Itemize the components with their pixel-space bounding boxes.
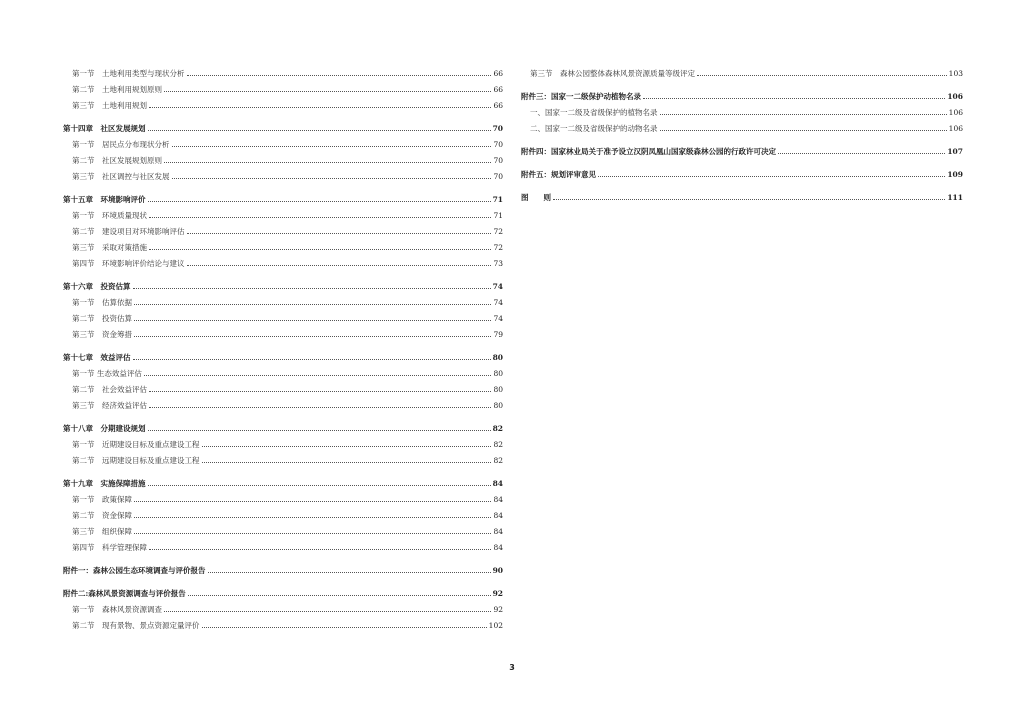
toc-section-entry[interactable]: [63, 204, 503, 220]
dot-leader: [149, 548, 491, 550]
toc-entry-page: 84: [493, 511, 503, 520]
toc-chapter-entry[interactable]: [63, 416, 503, 433]
toc-chapter-entry[interactable]: [521, 84, 963, 101]
toc-entry-label: 第二节 资金保障: [72, 511, 132, 520]
toc-section-entry[interactable]: [63, 94, 503, 110]
dot-leader: [598, 175, 945, 177]
toc-section-entry[interactable]: [63, 78, 503, 94]
dot-leader: [149, 406, 491, 408]
dot-leader: [202, 461, 492, 463]
toc-entry-page: 107: [947, 147, 963, 156]
toc-entry-label: 第三节 采取对策措施: [72, 243, 147, 252]
toc-entry-label: 第一节 生态效益评估: [72, 369, 142, 378]
toc-section-entry[interactable]: [63, 236, 503, 252]
dot-leader: [202, 445, 492, 447]
toc-chapter-entry[interactable]: [63, 187, 503, 204]
toc-entry-page: 74: [492, 282, 503, 291]
toc-entry-page: 92: [493, 605, 503, 614]
toc-entry-label: 第二节 土地利用规划原则: [72, 85, 162, 94]
toc-entry-label: 第四节 科学管理保障: [72, 543, 147, 552]
toc-entry-label: 第一节 森林风景资源调查: [72, 605, 162, 614]
dot-leader: [148, 200, 491, 202]
dot-leader: [149, 390, 491, 392]
toc-entry-page: 79: [493, 330, 503, 339]
toc-entry-page: 80: [493, 369, 503, 378]
dot-leader: [133, 358, 491, 360]
toc-entry-page: 106: [948, 108, 963, 117]
toc-entry-page: 109: [947, 170, 963, 179]
toc-entry-page: 111: [947, 193, 963, 202]
toc-entry-label: 第三节 社区调控与社区发展: [72, 172, 170, 181]
toc-section-entry[interactable]: [521, 117, 963, 133]
toc-section-entry[interactable]: [521, 62, 963, 78]
toc-section-entry[interactable]: [63, 133, 503, 149]
toc-entry-page: 82: [493, 456, 503, 465]
toc-entry-label: 第四节 环境影响评价结论与建议: [72, 259, 185, 268]
dot-leader: [148, 484, 491, 486]
dot-leader: [697, 74, 947, 76]
toc-entry-page: 71: [493, 211, 503, 220]
toc-entry-label: 第三节 组织保障: [72, 527, 132, 536]
toc-section-entry[interactable]: [63, 291, 503, 307]
toc-entry-label: 图 则: [521, 193, 551, 202]
toc-entry-label: 附件二:森林风景资源调查与评价报告: [63, 589, 186, 598]
toc-entry-page: 82: [493, 440, 503, 449]
dot-leader: [188, 594, 491, 596]
toc-entry-label: 第一节 近期建设目标及重点建设工程: [72, 440, 200, 449]
toc-entry-page: 73: [493, 259, 503, 268]
toc-entry-label: 第二节 社区发展规划原则: [72, 156, 162, 165]
toc-entry-label: 第二节 现有景物、景点资源定量评价: [72, 621, 200, 630]
toc-entry-label: 第十四章 社区发展规划: [63, 124, 146, 133]
toc-entry-page: 72: [493, 227, 503, 236]
toc-entry-label: 第十九章 实施保障措施: [63, 479, 146, 488]
toc-entry-page: 82: [492, 424, 503, 433]
dot-leader: [643, 97, 945, 99]
dot-leader: [164, 610, 491, 612]
toc-chapter-entry[interactable]: [63, 581, 503, 598]
toc-right-column: [521, 62, 963, 202]
toc-entry-page: 80: [493, 385, 503, 394]
toc-section-entry[interactable]: [63, 449, 503, 465]
toc-entry-label: 附件三：国家一二级保护动植物名录: [521, 92, 641, 101]
toc-section-entry[interactable]: [63, 323, 503, 339]
toc-chapter-entry[interactable]: [63, 558, 503, 575]
toc-chapter-entry[interactable]: [521, 162, 963, 179]
toc-entry-page: 80: [492, 353, 503, 362]
toc-entry-page: 80: [493, 401, 503, 410]
toc-section-entry[interactable]: [63, 307, 503, 323]
dot-leader: [202, 626, 487, 628]
toc-chapter-entry[interactable]: [63, 274, 503, 291]
dot-leader: [148, 129, 491, 131]
toc-chapter-entry[interactable]: [63, 116, 503, 133]
toc-section-entry[interactable]: [63, 149, 503, 165]
dot-leader: [187, 232, 492, 234]
dot-leader: [164, 90, 491, 92]
toc-chapter-entry[interactable]: [521, 139, 963, 156]
dot-leader: [553, 198, 945, 200]
toc-entry-label: 第十七章 效益评估: [63, 353, 131, 362]
dot-leader: [134, 532, 491, 534]
toc-section-entry[interactable]: [63, 378, 503, 394]
toc-section-entry[interactable]: [63, 220, 503, 236]
toc-section-entry[interactable]: [63, 488, 503, 504]
toc-entry-label: 附件五：规划评审意见: [521, 170, 596, 179]
toc-section-entry[interactable]: [63, 433, 503, 449]
toc-entry-page: 72: [493, 243, 503, 252]
toc-section-entry[interactable]: [521, 101, 963, 117]
toc-entry-page: 84: [492, 479, 503, 488]
toc-section-entry[interactable]: [63, 165, 503, 181]
dot-leader: [187, 74, 492, 76]
toc-entry-page: 70: [493, 140, 503, 149]
toc-entry-label: 第三节 土地利用规划: [72, 101, 147, 110]
toc-section-entry[interactable]: [63, 504, 503, 520]
toc-entry-page: 74: [493, 314, 503, 323]
dot-leader: [164, 161, 491, 163]
dot-leader: [208, 571, 491, 573]
toc-entry-page: 102: [488, 621, 503, 630]
toc-chapter-entry[interactable]: [63, 345, 503, 362]
toc-section-entry[interactable]: [63, 536, 503, 552]
toc-entry-page: 71: [492, 195, 503, 204]
toc-entry-page: 70: [493, 156, 503, 165]
toc-entry-page: 90: [492, 566, 503, 575]
toc-entry-page: 106: [947, 92, 963, 101]
toc-entry-page: 84: [493, 495, 503, 504]
dot-leader: [660, 129, 947, 131]
page-number: 3: [509, 663, 515, 672]
dot-leader: [187, 264, 492, 266]
toc-entry-page: 70: [492, 124, 503, 133]
dot-leader: [172, 145, 492, 147]
dot-leader: [134, 303, 491, 305]
dot-leader: [149, 106, 491, 108]
toc-entry-page: 70: [493, 172, 503, 181]
dot-leader: [134, 335, 491, 337]
toc-entry-page: 66: [493, 101, 503, 110]
dot-leader: [172, 177, 492, 179]
toc-section-entry[interactable]: [63, 614, 503, 630]
toc-section-entry[interactable]: [63, 598, 503, 614]
toc-entry-label: 第十五章 环境影响评价: [63, 195, 146, 204]
toc-entry-label: 第二节 投资估算: [72, 314, 132, 323]
toc-entry-page: 84: [493, 543, 503, 552]
toc-chapter-entry[interactable]: [63, 471, 503, 488]
toc-entry-label: 第二节 远期建设目标及重点建设工程: [72, 456, 200, 465]
toc-chapter-entry[interactable]: [521, 185, 963, 202]
toc-entry-page: 106: [948, 124, 963, 133]
toc-entry-label: 一、国家一二级及省级保护的植物名录: [530, 108, 658, 117]
toc-entry-label: 二、国家一二级及省级保护的动物名录: [530, 124, 658, 133]
dot-leader: [134, 319, 491, 321]
toc-entry-label: 附件四：国家林业局关于准予设立汉阴凤凰山国家级森林公园的行政许可决定: [521, 147, 776, 156]
toc-section-entry[interactable]: [63, 362, 503, 378]
dot-leader: [144, 374, 491, 376]
toc-entry-label: 第二节 建设项目对环境影响评估: [72, 227, 185, 236]
toc-section-entry[interactable]: [63, 394, 503, 410]
toc-section-entry[interactable]: [63, 62, 503, 78]
toc-entry-page: 66: [493, 69, 503, 78]
toc-section-entry[interactable]: [63, 520, 503, 536]
toc-entry-label: 第一节 环境质量现状: [72, 211, 147, 220]
dot-leader: [134, 516, 491, 518]
toc-entry-page: 74: [493, 298, 503, 307]
toc-entry-label: 第十六章 投资估算: [63, 282, 131, 291]
toc-section-entry[interactable]: [63, 252, 503, 268]
toc-entry-label: 第一节 政策保障: [72, 495, 132, 504]
toc-entry-page: 103: [948, 69, 963, 78]
toc-entry-label: 第一节 居民点分布现状分析: [72, 140, 170, 149]
toc-entry-label: 第一节 土地利用类型与现状分析: [72, 69, 185, 78]
dot-leader: [133, 287, 491, 289]
dot-leader: [778, 152, 945, 154]
toc-entry-label: 第三节 森林公园整体森林风景资源质量等级评定: [530, 69, 695, 78]
toc-entry-label: 第十八章 分期建设规划: [63, 424, 146, 433]
toc-entry-page: 92: [492, 589, 503, 598]
toc-entry-label: 第一节 估算依据: [72, 298, 132, 307]
toc-left-column: [63, 62, 503, 630]
dot-leader: [149, 216, 491, 218]
toc-entry-label: 第二节 社会效益评估: [72, 385, 147, 394]
toc-entry-page: 84: [493, 527, 503, 536]
dot-leader: [134, 500, 491, 502]
dot-leader: [660, 113, 947, 115]
toc-entry-page: 66: [493, 85, 503, 94]
toc-entry-label: 附件一：森林公园生态环境调查与评价报告: [63, 566, 206, 575]
dot-leader: [148, 429, 491, 431]
toc-entry-label: 第三节 资金筹措: [72, 330, 132, 339]
toc-entry-label: 第三节 经济效益评估: [72, 401, 147, 410]
dot-leader: [149, 248, 491, 250]
